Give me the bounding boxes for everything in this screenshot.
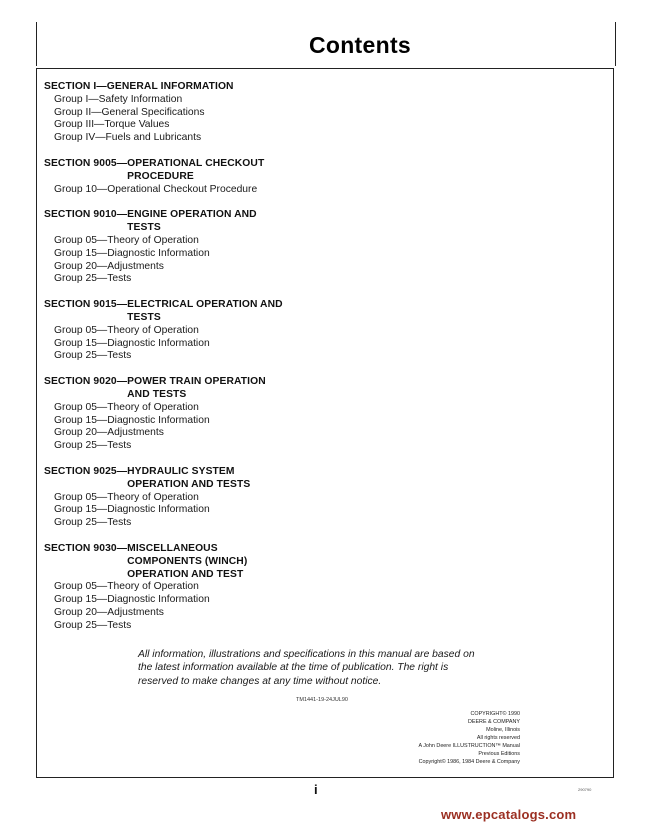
section-title-line: COMPONENTS (WINCH) [127,555,248,567]
group-entry[interactable]: Group 25—Tests [54,273,132,285]
group-entry[interactable]: Group 05—Theory of Operation [54,324,199,336]
page-number: i [314,782,318,797]
section-title [127,209,257,235]
group-entry[interactable]: Group 20—Adjustments [54,260,164,272]
section-title [127,543,247,581]
section-title-line: MISCELLANEOUS [127,542,218,554]
toc-section [44,376,344,453]
section-title-line: PROCEDURE [127,170,194,182]
toc-section [44,209,344,286]
group-entry[interactable]: Group 15—Diagnostic Information [54,414,210,426]
section-number: SECTION 9015— [44,299,128,311]
toc-section [44,466,344,530]
copyright-line: A John Deere ILLUSTRUCTION™ Manual [418,743,520,749]
section-number: SECTION 9020— [44,376,128,388]
toc-section [44,81,344,145]
group-entry[interactable]: Group 15—Diagnostic Information [54,504,210,516]
group-entry[interactable]: Group III—Torque Values [54,119,170,131]
group-entry[interactable]: Group 25—Tests [54,350,132,362]
group-entry[interactable]: Group 25—Tests [54,517,132,529]
section-number: SECTION 9025— [44,465,128,477]
section-title [127,158,264,184]
print-code: 290790 [578,787,592,792]
table-of-contents [44,81,344,645]
group-entry[interactable]: Group 15—Diagnostic Information [54,337,210,349]
section-number: SECTION 9030— [44,542,128,554]
group-entry[interactable]: Group 10—Operational Checkout Procedure [54,183,258,195]
document-code: TM1441-19-24JUL90 [296,697,348,703]
section-number: SECTION 9005— [44,157,128,169]
group-entry[interactable]: Group 05—Theory of Operation [54,401,199,413]
toc-section [44,543,344,633]
notice-line: All information, illustrations and specifications in this manual are based on [138,649,475,660]
section-heading [44,299,344,325]
section-heading [44,209,344,235]
group-entry[interactable]: Group 15—Diagnostic Information [54,247,210,259]
section-title-line: POWER TRAIN OPERATION [127,376,266,388]
group-entry[interactable]: Group 20—Adjustments [54,427,164,439]
copyright-line: All rights reserved [476,735,520,741]
section-heading [44,376,344,402]
section-title-line: ELECTRICAL OPERATION AND [127,299,283,311]
notice-line: reserved to make changes at any time without notice. [138,675,382,687]
group-entry[interactable]: Group IV—Fuels and Lubricants [54,132,202,144]
section-title [127,376,266,402]
toc-section [44,158,344,196]
copyright-line: DEERE & COMPANY [467,719,520,725]
copyright-line: Moline, Illinois [486,727,520,733]
group-entry[interactable]: Group 20—Adjustments [54,606,164,618]
group-entry[interactable]: Group 05—Theory of Operation [54,581,199,593]
group-entry[interactable]: Group II—General Specifications [54,106,205,118]
section-number: SECTION 9010— [44,209,128,221]
group-entry[interactable]: Group 25—Tests [54,619,132,631]
section-title-line: TESTS [127,222,161,234]
page-title: Contents [308,32,411,58]
section-title [127,299,283,325]
copyright-line: Copyright© 1986, 1984 Deere & Company [418,759,520,765]
section-heading [44,81,344,94]
section-title [107,81,234,94]
section-heading [44,543,344,581]
section-number: SECTION I— [44,81,107,92]
section-title [127,466,250,492]
group-entry[interactable]: Group 15—Diagnostic Information [54,594,210,606]
copyright-block [380,710,520,766]
group-entry[interactable]: Group I—Safety Information [54,93,183,105]
group-entry[interactable]: Group 05—Theory of Operation [54,234,199,246]
section-title-line: AND TESTS [127,388,187,400]
watermark-url[interactable]: www.epcatalogs.com [441,807,577,822]
section-title-line: TESTS [127,311,161,323]
toc-section [44,299,344,363]
section-title-line: OPERATIONAL CHECKOUT [127,157,265,169]
copyright-line: COPYRIGHT© 1990 [470,711,520,717]
section-heading [44,158,344,184]
notice-line: the latest information available at the time of publication. The right is [138,662,449,674]
section-title-line: HYDRAULIC SYSTEM [127,465,235,477]
group-entry[interactable]: Group 25—Tests [54,440,132,452]
section-heading [44,466,344,492]
copyright-line: Previous Editions [478,751,520,757]
section-title-line: ENGINE OPERATION AND [127,209,257,221]
section-title-line: GENERAL INFORMATION [106,81,234,92]
section-title-line: OPERATION AND TESTS [127,478,251,490]
publication-notice [138,648,518,688]
section-title-line: OPERATION AND TEST [127,568,244,580]
group-entry[interactable]: Group 05—Theory of Operation [54,491,199,503]
